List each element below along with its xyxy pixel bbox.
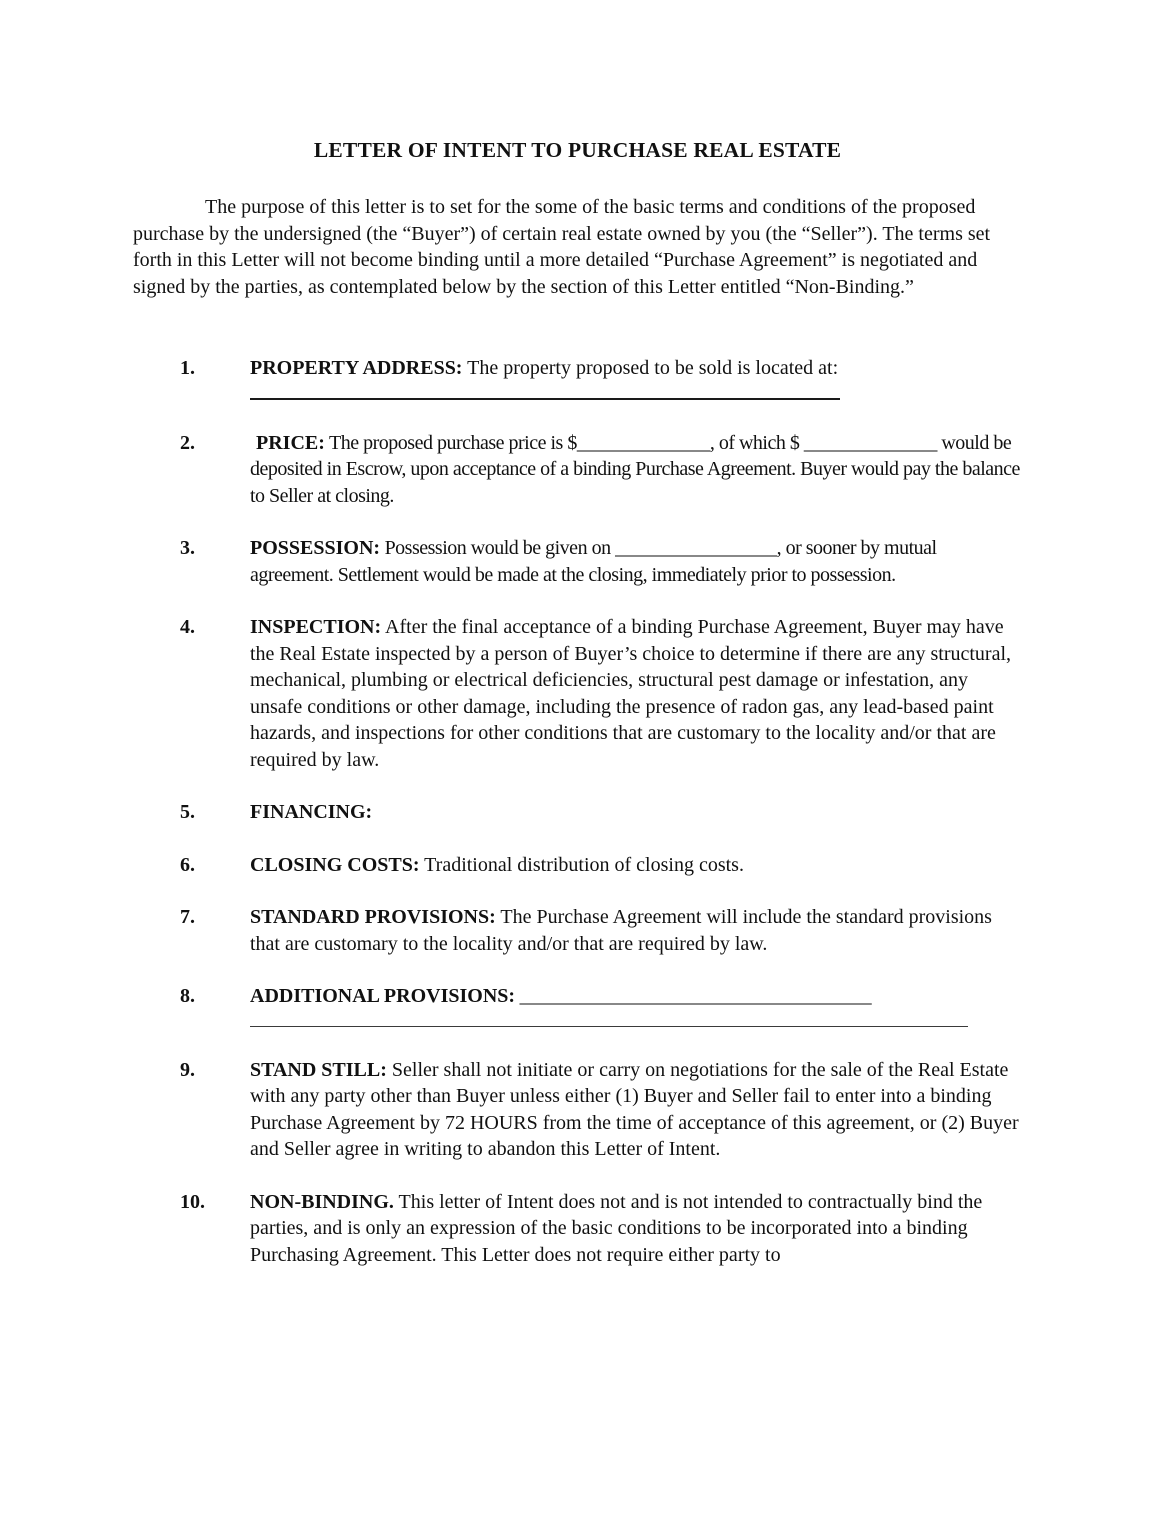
clause-body — [250, 1189, 1020, 1269]
clause-number: 2. — [180, 431, 195, 454]
spacer — [0, 1163, 1155, 1189]
intro-paragraph: The purpose of this letter is to set for the some of the basic terms and conditions of the proposed purchase by the undersigned (the “Buyer”) of certain real estate owned by you (the “Seller”). The terms set forth in this Letter will not become binding until a more detailed “Purchase Agreement” is negotiated and signed by the parties, as contemplated below by the section of this Letter entitled “Non-Binding.” — [133, 196, 991, 298]
clause-body — [250, 355, 1020, 382]
spacer — [0, 878, 1155, 904]
clause-body — [250, 904, 1020, 957]
clause-item — [0, 1057, 1155, 1163]
clause-body — [250, 852, 1020, 879]
clause-text: Traditional distribution of closing costs. — [419, 853, 744, 876]
clause-item — [0, 355, 1155, 382]
numbered-clause-list — [0, 355, 1155, 1268]
clause-number: 4. — [180, 616, 195, 638]
property-address-blank-line[interactable] — [250, 398, 840, 400]
clause-number: 7. — [180, 906, 195, 928]
clause-body — [250, 535, 1020, 588]
clause-label: NON-BINDING. — [250, 1190, 394, 1213]
spacer — [0, 826, 1155, 852]
clause-text[interactable]: _____________________________________ — [515, 985, 872, 1007]
clause-label: INSPECTION: — [250, 616, 382, 638]
clause-text: The proposed purchase price is $______________, of which $ ______________ would be deposited in Escrow, upon acceptance of a binding Purchase Agreement. Buyer would pay the balance to Seller at closing. — [250, 431, 1020, 507]
clause-body — [250, 983, 1020, 1010]
clause-text: Possession would be given on _________________, or sooner by mutual agreement. Settlement would be made at the closing, immediately prior to possession. — [250, 537, 937, 586]
clause-body — [250, 1057, 1020, 1163]
clause-item — [0, 852, 1155, 879]
clause-item — [0, 535, 1155, 588]
clause-text: After the final acceptance of a binding Purchase Agreement, Buyer may have the Real Estate inspected by a person of Buyer’s choice to determine if there are any structural, mechanical, plumbing or electrical deficiencies, structural pest damage or infestation, any unsafe conditions or other damage, including the presence of radon gas, any lead-based paint hazards, and inspections for other conditions that are customary to the locality and/or that are required by law. — [250, 616, 1012, 771]
clause-body — [250, 614, 1020, 773]
clause-body — [250, 430, 1020, 510]
clause-number: 5. — [180, 801, 195, 823]
clause-number: 6. — [180, 853, 195, 876]
clause-body — [250, 799, 1020, 826]
additional-provisions-blank-line[interactable] — [250, 1026, 968, 1027]
clause-label: FINANCING: — [250, 801, 373, 823]
clause-label: PROPERTY ADDRESS: — [250, 357, 463, 379]
clause-text: Seller shall not initiate or carry on negotiations for the sale of the Real Estate with any party other than Buyer unless either (1) Buyer and Seller fail to enter into a binding Purchase Agreement by 72 HOURS from the time of acceptance of this agreement, or (2) Buyer and Seller agree in writing to abandon this Letter of Intent. — [250, 1058, 1019, 1160]
clause-label: STANDARD PROVISIONS: — [250, 906, 496, 928]
page-title: LETTER OF INTENT TO PURCHASE REAL ESTATE — [313, 138, 842, 162]
clause-number: 8. — [180, 985, 195, 1007]
clause-text: The Purchase Agreement will include the standard provisions that are customary to the locality and/or that are required by law. — [250, 906, 992, 955]
spacer — [0, 773, 1155, 799]
spacer — [0, 509, 1155, 535]
clause-item — [0, 904, 1155, 957]
clause-number: 3. — [180, 537, 195, 559]
spacer — [0, 957, 1155, 983]
clause-item — [0, 799, 1155, 826]
clause-number: 1. — [180, 357, 195, 379]
spacer — [0, 1027, 1155, 1057]
spacer — [0, 400, 1155, 430]
clause-item — [0, 430, 1155, 510]
clause-label: STAND STILL: — [250, 1058, 387, 1081]
clause-label: CLOSING COSTS: — [250, 853, 420, 876]
clause-item — [0, 1189, 1155, 1269]
clause-text: This letter of Intent does not and is not intended to contractually bind the parties, and is only an expression of the basic conditions to be incorporated into a binding Purchasing Agreement. This Letter does not require either party to — [250, 1190, 983, 1266]
clause-label: ADDITIONAL PROVISIONS: — [250, 985, 516, 1007]
clause-item — [0, 983, 1155, 1010]
clause-text: The property proposed to be sold is located at: — [462, 357, 839, 379]
spacer — [0, 588, 1155, 614]
clause-label: PRICE: — [256, 431, 325, 454]
clause-item — [0, 614, 1155, 773]
clause-number: 9. — [180, 1058, 195, 1081]
clause-number: 10. — [180, 1190, 205, 1213]
clause-label: POSSESSION: — [250, 537, 381, 559]
